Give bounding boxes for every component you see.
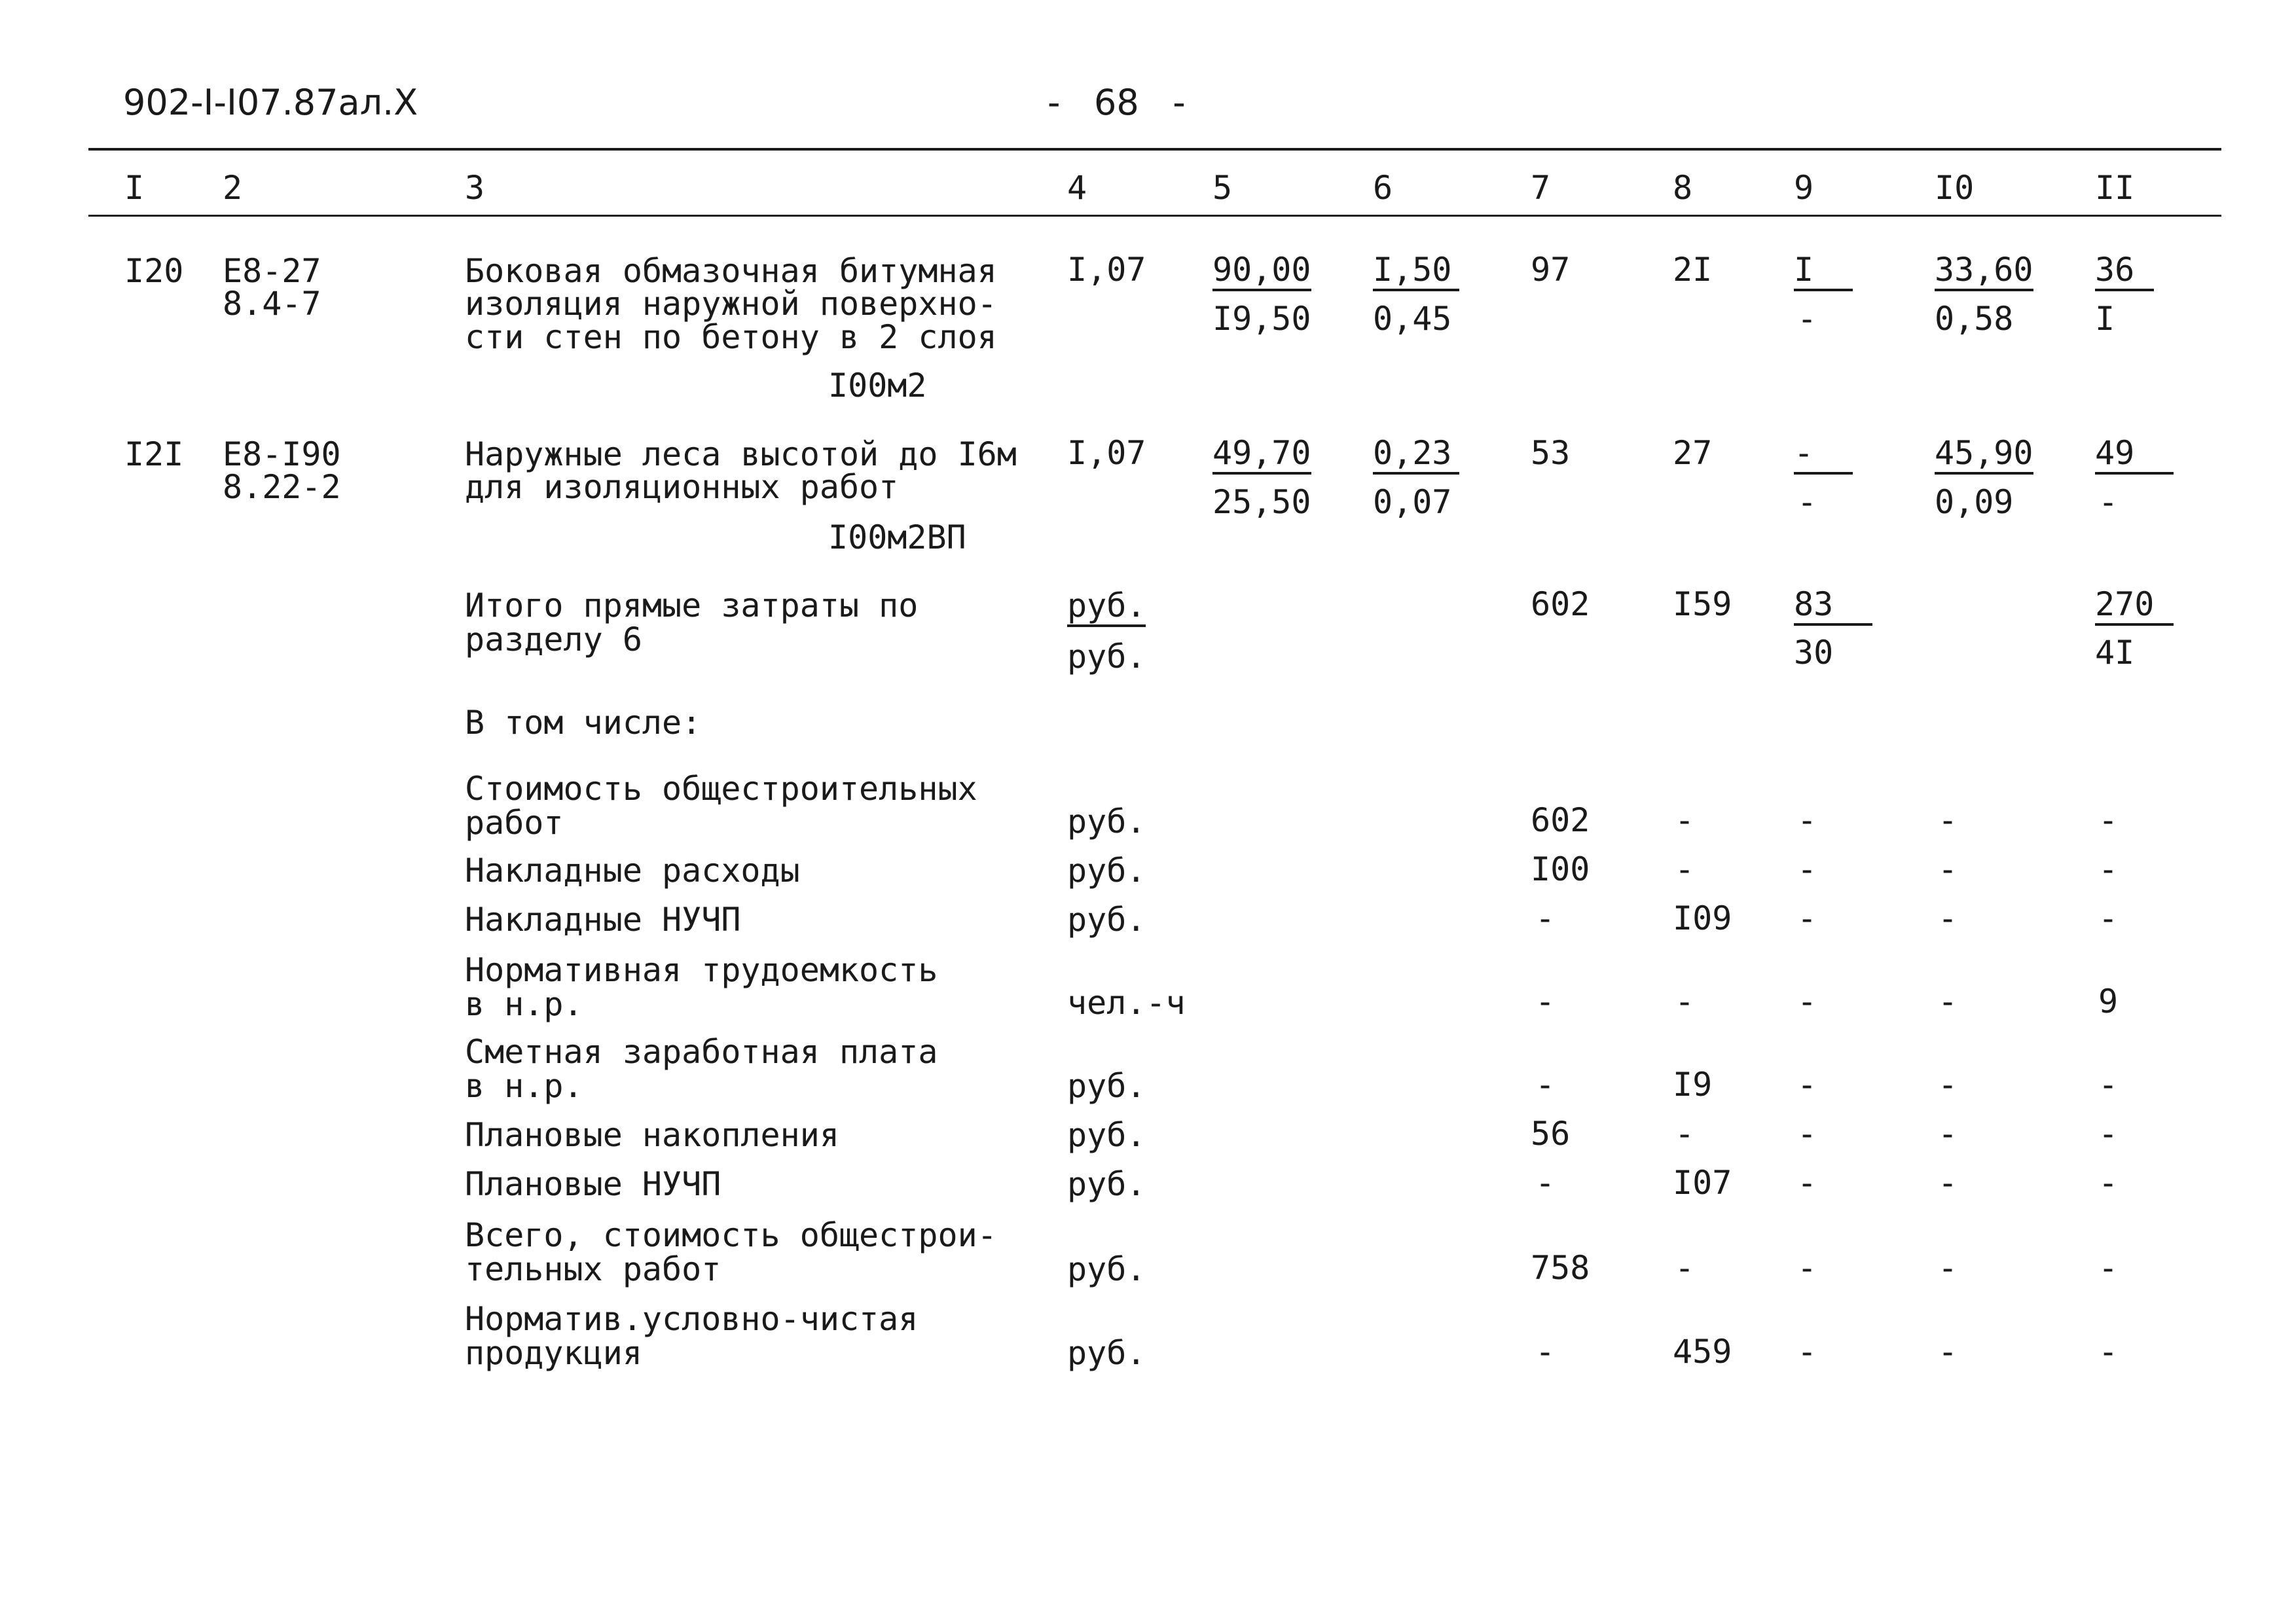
cost-col5-bottom: 25,50 xyxy=(1212,483,1311,521)
summary-col7: - xyxy=(1535,983,1556,1020)
cost-col6-bottom: 0,45 xyxy=(1373,300,1452,338)
summary-col10: - xyxy=(1938,1066,1958,1104)
cost-col6-bottom: 0,07 xyxy=(1373,483,1452,521)
summary-label: работ xyxy=(465,804,564,842)
summary-unit: руб. xyxy=(1067,803,1146,840)
summary-col8: I09 xyxy=(1673,899,1732,937)
summary-unit: чел.-ч xyxy=(1067,984,1186,1022)
cost-col5-top: 90,00 xyxy=(1212,252,1311,291)
col-header-4: 4 xyxy=(1067,169,1087,207)
summary-col10: - xyxy=(1938,899,1958,937)
document-code: 902-I-I07.87ал.X xyxy=(123,82,418,123)
summary-label: Нормативная трудоемкость xyxy=(465,951,938,989)
cost-col6-top: 0,23 xyxy=(1373,435,1459,475)
top-rule xyxy=(88,148,2221,151)
row-number: I20 xyxy=(124,252,184,290)
summary-unit: руб. xyxy=(1067,1165,1146,1203)
summary-col9: - xyxy=(1797,899,1817,937)
summary-col10: - xyxy=(1938,1115,1958,1153)
summary-col11: - xyxy=(2098,1115,2119,1153)
total-unit-top: руб. xyxy=(1067,588,1146,627)
cost-col6-top: I,50 xyxy=(1373,252,1459,291)
summary-label: в н.р. xyxy=(465,1067,583,1105)
work-description: Наружные леса высотой до I6м xyxy=(465,435,1017,473)
total-col8: I59 xyxy=(1673,585,1732,623)
summary-col7: - xyxy=(1535,899,1556,937)
summary-col8: - xyxy=(1675,1115,1695,1153)
summary-col9: - xyxy=(1797,1115,1817,1153)
total-unit-bottom: руб. xyxy=(1067,638,1146,676)
rate-subcode: 8.22-2 xyxy=(223,468,341,506)
summary-col8: - xyxy=(1675,1249,1695,1287)
cost-col10-bottom: 0,58 xyxy=(1935,300,2014,338)
summary-label: Плановые накопления xyxy=(465,1116,839,1154)
summary-col9: - xyxy=(1797,1249,1817,1287)
summary-col11: - xyxy=(2098,1164,2119,1202)
row-number: I2I xyxy=(124,435,184,473)
summary-label: тельных работ xyxy=(465,1250,721,1288)
summary-col9: - xyxy=(1797,1066,1817,1104)
summary-unit: руб. xyxy=(1067,1334,1146,1372)
work-description: для изоляционных работ xyxy=(465,468,899,506)
summary-label: Всего, стоимость общестрои- xyxy=(465,1216,997,1254)
unit-of-measure: I00м2ВП xyxy=(828,518,966,556)
cost-col5-top: 49,70 xyxy=(1212,435,1311,475)
summary-col8: I07 xyxy=(1673,1164,1732,1202)
summary-unit: руб. xyxy=(1067,852,1146,890)
summary-unit: руб. xyxy=(1067,1116,1146,1154)
included-label: В том числе: xyxy=(465,704,702,742)
summary-col11: - xyxy=(2098,850,2119,888)
col-header-6: 6 xyxy=(1373,169,1393,207)
summary-col7: - xyxy=(1535,1066,1556,1104)
total-col11-top: 270 xyxy=(2095,586,2174,626)
col-header-9: 9 xyxy=(1794,169,1814,207)
summary-col8: 459 xyxy=(1673,1333,1732,1371)
summary-col7: 602 xyxy=(1531,801,1590,839)
col-header-8: 8 xyxy=(1673,169,1693,207)
summary-col9: - xyxy=(1797,983,1817,1020)
summary-col9: - xyxy=(1797,801,1817,839)
summary-col11: 9 xyxy=(2098,983,2119,1020)
summary-label: продукция xyxy=(465,1334,642,1372)
cost-col10-top: 45,90 xyxy=(1935,435,2033,475)
col-header-7: 7 xyxy=(1531,169,1551,207)
summary-col11: - xyxy=(2098,801,2119,839)
summary-col10: - xyxy=(1938,850,1958,888)
summary-col9: - xyxy=(1797,1164,1817,1202)
cost-col11-top: 49 xyxy=(2095,435,2174,475)
cost-col9-bottom: - xyxy=(1797,300,1817,338)
summary-col10: - xyxy=(1938,983,1958,1020)
cost-col9-bottom: - xyxy=(1797,483,1817,521)
col-header-3: 3 xyxy=(465,169,485,207)
col-header-2: 2 xyxy=(223,169,243,207)
summary-col10: - xyxy=(1938,801,1958,839)
summary-label: Норматив.условно-чистая xyxy=(465,1300,919,1338)
cost-col11-bottom: - xyxy=(2098,483,2119,521)
cost-col8: 2I xyxy=(1673,251,1713,289)
summary-col8: I9 xyxy=(1673,1066,1713,1104)
summary-unit: руб. xyxy=(1067,1067,1146,1105)
rate-code: Е8-27 xyxy=(223,252,321,290)
summary-col9: - xyxy=(1797,1333,1817,1371)
cost-col7: 97 xyxy=(1531,251,1571,289)
rate-code: Е8-I90 xyxy=(223,435,341,473)
cost-col10-top: 33,60 xyxy=(1935,252,2033,291)
summary-label: Накладные НУЧП xyxy=(465,901,741,939)
cost-col11-bottom: I xyxy=(2095,300,2115,338)
summary-col7: 56 xyxy=(1531,1115,1571,1153)
total-col9-bottom: 30 xyxy=(1794,634,1834,672)
work-description: Боковая обмазочная битумная xyxy=(465,252,997,290)
col-header-11: II xyxy=(2095,169,2135,207)
cost-col9-top: - xyxy=(1794,435,1853,475)
summary-col10: - xyxy=(1938,1333,1958,1371)
cost-col8: 27 xyxy=(1673,434,1713,472)
quantity: I,07 xyxy=(1067,434,1146,472)
summary-col8: - xyxy=(1675,983,1695,1020)
summary-col11: - xyxy=(2098,899,2119,937)
summary-col10: - xyxy=(1938,1164,1958,1202)
total-col7: 602 xyxy=(1531,585,1590,623)
summary-col11: - xyxy=(2098,1333,2119,1371)
summary-col7: - xyxy=(1535,1164,1556,1202)
quantity: I,07 xyxy=(1067,251,1146,289)
cost-col7: 53 xyxy=(1531,434,1571,472)
summary-col9: - xyxy=(1797,850,1817,888)
summary-col8: - xyxy=(1675,850,1695,888)
summary-label: Плановые НУЧП xyxy=(465,1165,721,1203)
work-description: изоляция наружной поверхно- xyxy=(465,285,997,323)
col-header-5: 5 xyxy=(1212,169,1233,207)
col-header-10: I0 xyxy=(1935,169,1975,207)
cost-col9-top: I xyxy=(1794,252,1853,291)
cost-col10-bottom: 0,09 xyxy=(1935,483,2014,521)
total-label: разделу 6 xyxy=(465,621,642,659)
summary-col7: 758 xyxy=(1531,1249,1590,1287)
summary-label: Накладные расходы xyxy=(465,852,800,890)
cost-col11-top: 36 xyxy=(2095,252,2154,291)
summary-col7: I00 xyxy=(1531,850,1590,888)
summary-col11: - xyxy=(2098,1249,2119,1287)
page-number: - 68 - xyxy=(1048,82,1186,123)
summary-label: Стоимость общестроительных xyxy=(465,770,977,808)
summary-label: Сметная заработная плата xyxy=(465,1033,938,1071)
work-description: сти стен по бетону в 2 слоя xyxy=(465,318,997,356)
total-label: Итого прямые затраты по xyxy=(465,586,919,624)
summary-col7: - xyxy=(1535,1333,1556,1371)
total-col11-bottom: 4I xyxy=(2095,634,2135,672)
summary-col10: - xyxy=(1938,1249,1958,1287)
summary-col11: - xyxy=(2098,1066,2119,1104)
total-col9-top: 83 xyxy=(1794,586,1872,626)
unit-of-measure: I00м2 xyxy=(828,367,927,405)
col-header-1: I xyxy=(124,169,145,207)
rate-subcode: 8.4-7 xyxy=(223,285,321,323)
summary-label: в н.р. xyxy=(465,985,583,1023)
summary-unit: руб. xyxy=(1067,1250,1146,1288)
summary-col8: - xyxy=(1675,801,1695,839)
summary-unit: руб. xyxy=(1067,901,1146,939)
cost-col5-bottom: I9,50 xyxy=(1212,300,1311,338)
header-rule xyxy=(88,215,2221,217)
